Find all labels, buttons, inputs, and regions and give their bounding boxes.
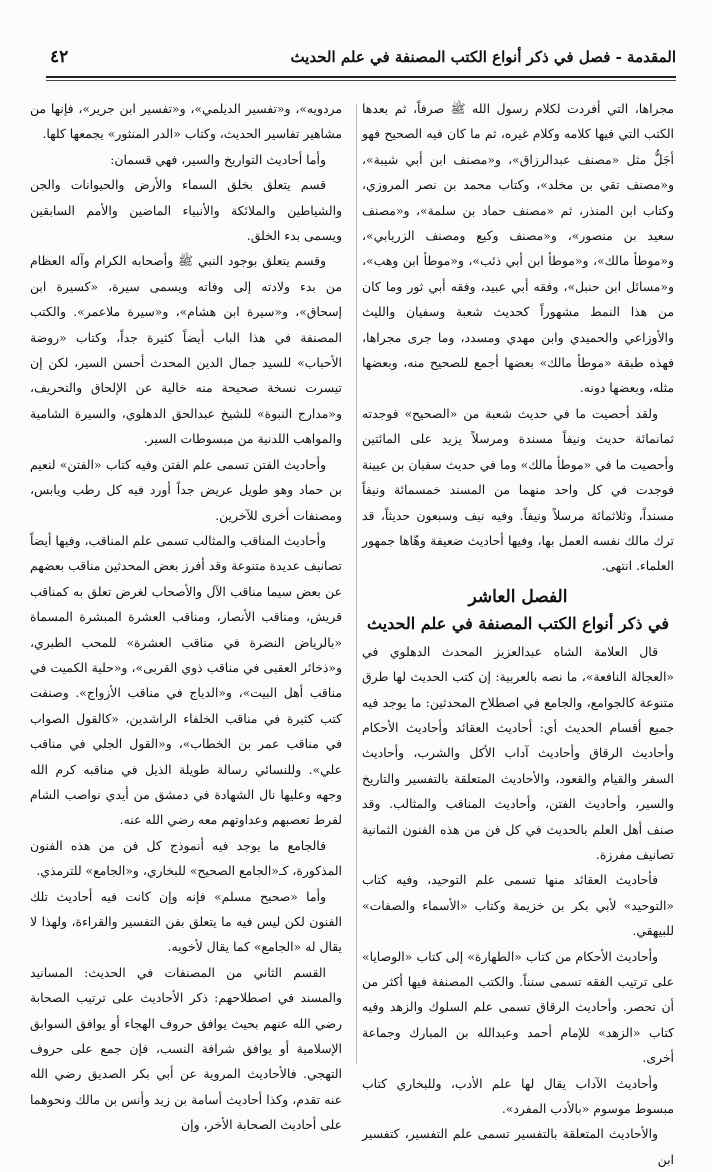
paragraph: وقسم يتعلق بوجود النبي ﷺ وأصحابه الكرام وآله العظام من بدء ولادته إلى وفاته ويسمى سيرة، «كسيرة ابن إسحاق»، و«سيرة ابن هشام»، و«سيرة ملاعمر». والكتب المصنفة في هذا الباب أيضاً كثيرة جداً، وكتاب «روضة الأحباب» للسيد جمال الدين المحدث أحسن السير، لكن إن تيسرت نسخة صحيحة منه خالية عن الإلحاق والتحريف، و«مدارج النبوة» للشيخ عبدالحق الدهلوي، والسيرة الشامية والمواهب اللدنية من مبسوطات السير. — [30, 253, 342, 447]
paragraph: القسم الثاني من المصنفات في الحديث: المسانيد والمسند في اصطلاحهم: ذكر الأحاديث على ترتيب الصحابة رضي الله عنهم بحيث يوافق حروف الهجاء أو يوافق السوابق الإسلامية أو يوافق شرافة النسب، فإن جمع على حروف التهجي. فالأحاديث المروية عن أبي بكر الصديق رضي الله عنه تقدم، وكذا أحاديث أسامة بن زيد وأنس بن مالك ونحوهما على أحاديث الصحابة الأخر، وإن — [30, 964, 342, 1133]
paragraph: وأما «صحيح مسلم» فإنه وإن كانت فيه أحاديث تلك الفنون لكن ليس فيه ما يتعلق بفن التفسير والقراءة، ولهذا لا يقال له «الجامع» كما يقال لأخويه. — [30, 888, 342, 955]
paragraph: قسم يتعلق بخلق السماء والأرض والحيوانات والجن والشياطين والملائكة والأنبياء الماضين والأمم السابقين ويسمى بدء الخلق. — [30, 177, 342, 244]
paragraph: فالجامع ما يوجد فيه أنموذج كل فن من هذه الفنون المذكورة، كـ«الجامع الصحيح» للبخاري، و«الجامع» للترمذي. — [30, 837, 342, 879]
left-column — [30, 96, 342, 1133]
paragraph: وأما أحاديث التواريخ والسير، فهي قسمان: — [110, 151, 326, 167]
page-number: ٤٢ — [50, 47, 69, 67]
paragraph: قال العلامة الشاه عبدالعزيز المحدث الدهلوي في «العجالة النافعة»، ما نصه بالعربية: إن كتب الحديث لها طرق متنوعة كالجوامع، والجامع في اصطلاح المحدثين: ما يوجد فيه جميع أقسام الحديث أي: أحاديث العقائد وأحاديث الأحكام وأحاديث الرقاق وأحاديث آداب الأكل والشرب، وأحاديث السفر والقيام والقعود، والأحاديث المتعلقة بالتفسير والتاريخ والسير، وأحاديث الفتن، وأحاديث المناقب والمثالب. وقد صنف أهل العلم بالحديث في كل فن من هذه الفنون الثمانية تصانيف مفرزة. — [362, 643, 674, 862]
paragraph: مجراها، التي أفردت لكلام رسول الله ﷺ صرفاً، ثم بعدها الكتب التي فيها كلامه وكلام غيره، ثم ما كان فيه الصحيح فهو أجَلُّ مثل «مصنف عبدالرزاق»، و«مصنف ابن أبي شيبة»، و«مصنف تقي بن مخلد»، وكتاب محمد بن نصر المروزي، وكتاب ابن المنذر، ثم «مصنف حماد بن سلمة»، و«مصنف سعيد بن منصور»، و«مصنف وكيع ومصنف الزريابي»، و«موطأ مالك»، و«موطأ ابن أبي ذئب»، و«موطأ ابن وهب»، و«مسائل ابن حنبل»، وفقه أبي عبيد، وفقه أبي ثور وما كان من هذا النمط مشهوراً كحديث شعبة وسفيان والليث والأوزاعي والحميدي وابن مهدي ومسدد، وما جرى مجراها، فهذه طبقة «موطأ مالك» بعضها أجمع للصحيح منه، وبعضها مثله، وبعضها دونه. — [362, 101, 674, 396]
paragraph: ولقد أحصيت ما في حديث شعبة من «الصحيح» فوجدته ثمانمائة حديث ونيفاً مسندة ومرسلاً يزيد على المائتين وأحصيت ما في «موطأ مالك» وما في حديث سفيان بن عيينة فوجدت في كل واحد منهما من المسند خمسمائة ونيفاً مسنداً، وثلاثمائة مرسلاً ونيفاً. وفيه نيف وسبعون حديثاً، قد ترك مالك نفسه العمل بها، وفيها أحاديث ضعيفة وهّاها جمهور العلماء. انتهى. — [362, 405, 674, 574]
right-column — [362, 96, 674, 1167]
section-heading-subtitle: في ذكر أنواع الكتب المصنفة في علم الحديث — [366, 613, 670, 633]
paragraph: فأحاديث العقائد منها تسمى علم التوحيد، وفيه كتاب «التوحيد» لأبي بكر بن خزيمة وكتاب «الأسماء والصفات» للبيهقي. — [362, 872, 674, 939]
header-rule-thin — [46, 80, 676, 81]
section-heading-chapter: الفصل العاشر — [468, 586, 568, 607]
paragraph: مردويه»، و«تفسير الديلمي»، و«تفسير ابن جرير»، فإنها من مشاهير تفاسير الحديث، وكتاب «الدر المنثور» يجمعها كلها. — [30, 101, 342, 142]
section-heading — [362, 583, 674, 637]
running-header — [46, 44, 676, 70]
paragraph: وأحاديث الأحكام من كتاب «الطهارة» إلى كتاب «الوصايا» على ترتيب الفقه تسمى سنناً. والكتب المصنفة فيها أكثر من أن تحصر. وأحاديث الرقاق تسمى علم السلوك والزهد وفيه كتاب «الزهد» للإمام أحمد وعبدالله بن المبارك وجماعة أخرى. — [362, 948, 674, 1066]
paragraph: وأحاديث المناقب والمثالب تسمى علم المناقب، وفيها أيضاً تصانيف عديدة متنوعة وقد أفرز بعض المحدثين مناقب بعضهم عن بعض سيما مناقب الآل والأصحاب لغرض تعلق به كمناقب قريش، ومناقب الأنصار، ومناقب العشرة المبشرة المسماة «بالرياض النضرة في مناقب العشرة» للمحب الطبري، و«ذخائر العقبى في مناقب ذوي القربى»، و«حلية الكميت في مناقب أهل البيت»، و«الدياج في مناقب الأزواج». وصنفت كتب كثيرة في مناقب الخلفاء الراشدين، «كالقول الصواب في مناقب عمر بن الخطاب»، و«القول الجلي في مناقب علي». وللنسائي رسالة طويلة الذيل في مناقبه كرم الله وجهه وعليها نال الشهادة في دمشق من أيدي نواصب الشام لفرط تعصبهم وعداوتهم معه رضي الله عنه. — [30, 532, 342, 828]
header-rule — [46, 76, 676, 78]
column-divider — [356, 104, 357, 1064]
paragraph: وأحاديث الفتن تسمى علم الفتن وفيه كتاب «الفتن» لنعيم بن حماد وهو طويل عريض جداً أورد فيه كل رطب ويابس، ومصنفات أخرى للآخرين. — [30, 456, 342, 523]
paragraph: وأحاديث الآداب يقال لها علم الأدب، وللبخاري كتاب مبسوط موسوم «بالأدب المفرد». — [362, 1075, 674, 1117]
header-title: المقدمة - فصل في ذكر أنواع الكتب المصنفة في علم الحديث — [290, 48, 676, 66]
paragraph: والأحاديث المتعلقة بالتفسير تسمى علم التفسير، كتفسير ابن — [362, 1126, 674, 1167]
